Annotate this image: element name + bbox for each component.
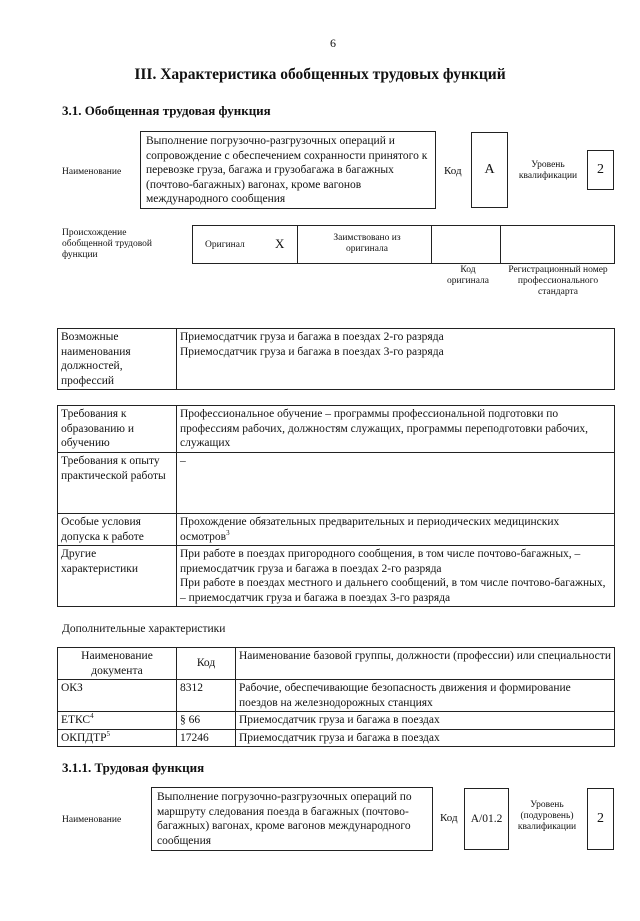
- code-cell: 17246: [177, 729, 236, 747]
- table-row: [58, 406, 615, 453]
- gtf-code-label: Код: [444, 165, 462, 177]
- gtf-name-box: [140, 131, 436, 209]
- table-row: [58, 546, 615, 607]
- positions-values: [177, 329, 615, 390]
- doc-cell: [58, 680, 177, 712]
- page-number: 6: [330, 36, 336, 50]
- original-mark: X: [275, 236, 285, 251]
- additional-heading: Дополнительные характеристики: [62, 623, 226, 635]
- table-row: [58, 453, 615, 514]
- table-row: [58, 329, 615, 390]
- tf-code-box: [464, 788, 509, 850]
- req-text: Прохождение обязательных предварительных и периодических медицинских осмотров: [180, 516, 560, 543]
- positions-table: [57, 328, 615, 390]
- req-text: Профессиональное обучение – программы профессиональной подготовки по профессиям рабочих, должностям служащих, программы переподготовки рабочих, служащих: [177, 406, 615, 453]
- gtf-level-box: [587, 150, 614, 190]
- origin-label: Происхождение обобщенной трудовой функции: [62, 228, 152, 260]
- tf-level-label: Уровень (подуровень) квалификации: [517, 800, 577, 832]
- tf-code-value: А/01.2: [470, 813, 503, 825]
- origin-code-caption: Код оригинала: [447, 265, 489, 286]
- req-text-cell: [177, 514, 615, 546]
- footnote-mark: 3: [226, 528, 230, 537]
- tf-level-value: 2: [597, 811, 604, 826]
- tf-name-box: [151, 787, 433, 851]
- gtf-heading: 3.1. Обобщенная трудовая функция: [62, 103, 271, 118]
- req-label: Другие характеристики: [58, 546, 177, 607]
- tf-heading: 3.1.1. Трудовая функция: [62, 760, 205, 775]
- gtf-level-value: 2: [597, 162, 604, 177]
- doc-name: ОКЗ: [61, 682, 83, 694]
- table-header-row: [58, 648, 615, 680]
- req-text: При работе в поездах пригородного сообщения, в том числе почтово-багажных, – приемосдатчик груза и багажа в поездах 2-го разряда: [180, 548, 581, 575]
- gtf-code-box: [471, 132, 508, 208]
- req-text-cell: [177, 546, 615, 607]
- footnote-mark: 4: [90, 712, 94, 721]
- doc-cell: [58, 729, 177, 747]
- table-row: [58, 729, 615, 747]
- table-row: [58, 514, 615, 546]
- req-label: Требования к опыту практической работы: [58, 453, 177, 514]
- origin-reg-caption: Регистрационный номер профессионального стандарта: [508, 265, 608, 297]
- req-text: –: [177, 453, 615, 514]
- table-row: [58, 712, 615, 730]
- req-label: Особые условия допуска к работе: [58, 514, 177, 546]
- section-title: III. Характеристика обобщенных трудовых функций: [134, 66, 506, 83]
- origin-table: [192, 225, 615, 264]
- list-item: Приемосдатчик груза и багажа в поездах 3-го разряда: [180, 345, 444, 358]
- gtf-code-value: А: [484, 162, 495, 177]
- code-cell: § 66: [177, 712, 236, 730]
- gtf-name-label: Наименование: [62, 167, 122, 177]
- req-text: При работе в поездах местного и дальнего сообщений, в том числе почтово-багажных, – приемосдатчик груза и багажа в поездах 3-го разряда: [180, 577, 606, 604]
- doc-name: ОКПДТР: [61, 731, 107, 744]
- name-cell: Приемосдатчик груза и багажа в поездах: [236, 729, 615, 747]
- tf-code-label: Код: [440, 812, 458, 824]
- list-item: Приемосдатчик груза и багажа в поездах 2-го разряда: [180, 331, 444, 343]
- gtf-name-text: Выполнение погрузочно-разгрузочных операций и сопровождение с обеспечением сохранности принятого к перевозке груза, багажа и грузобагажа в багажных (почтово-багажных) вагонах, кроме вагонов международного сообщения: [146, 135, 428, 205]
- doc-name: ЕТКС: [61, 714, 91, 726]
- requirements-table: [57, 405, 615, 607]
- code-cell: 8312: [177, 680, 236, 712]
- tf-name-label: Наименование: [62, 815, 122, 825]
- req-label: Требования к образованию и обучению: [58, 406, 177, 453]
- col-header: Наименование документа: [58, 648, 177, 680]
- table-row: [58, 680, 615, 712]
- tf-level-box: [587, 788, 614, 850]
- footnote-mark: 5: [106, 729, 111, 738]
- borrowed-label: Заимствовано из оригинала: [333, 233, 401, 254]
- col-header: Наименование базовой группы, должности (профессии) или специальности: [236, 648, 615, 680]
- name-cell: Рабочие, обеспечивающие безопасность движения и формирование поездов на железнодорожных станциях: [236, 680, 615, 712]
- col-header: Код: [177, 648, 236, 680]
- name-cell: Приемосдатчик груза и багажа в поездах: [236, 712, 615, 730]
- positions-label: Возможные наименования должностей, профессий: [58, 329, 177, 390]
- original-label: Оригинал: [205, 240, 245, 250]
- additional-table: [57, 647, 615, 747]
- tf-name-text: Выполнение погрузочно-разгрузочных операций по маршруту следования поезда в багажных (почтово-багажных) вагонах, кроме вагонов международного сообщения: [157, 791, 412, 847]
- doc-cell: [58, 712, 177, 730]
- gtf-level-label: Уровень квалификации: [518, 160, 578, 181]
